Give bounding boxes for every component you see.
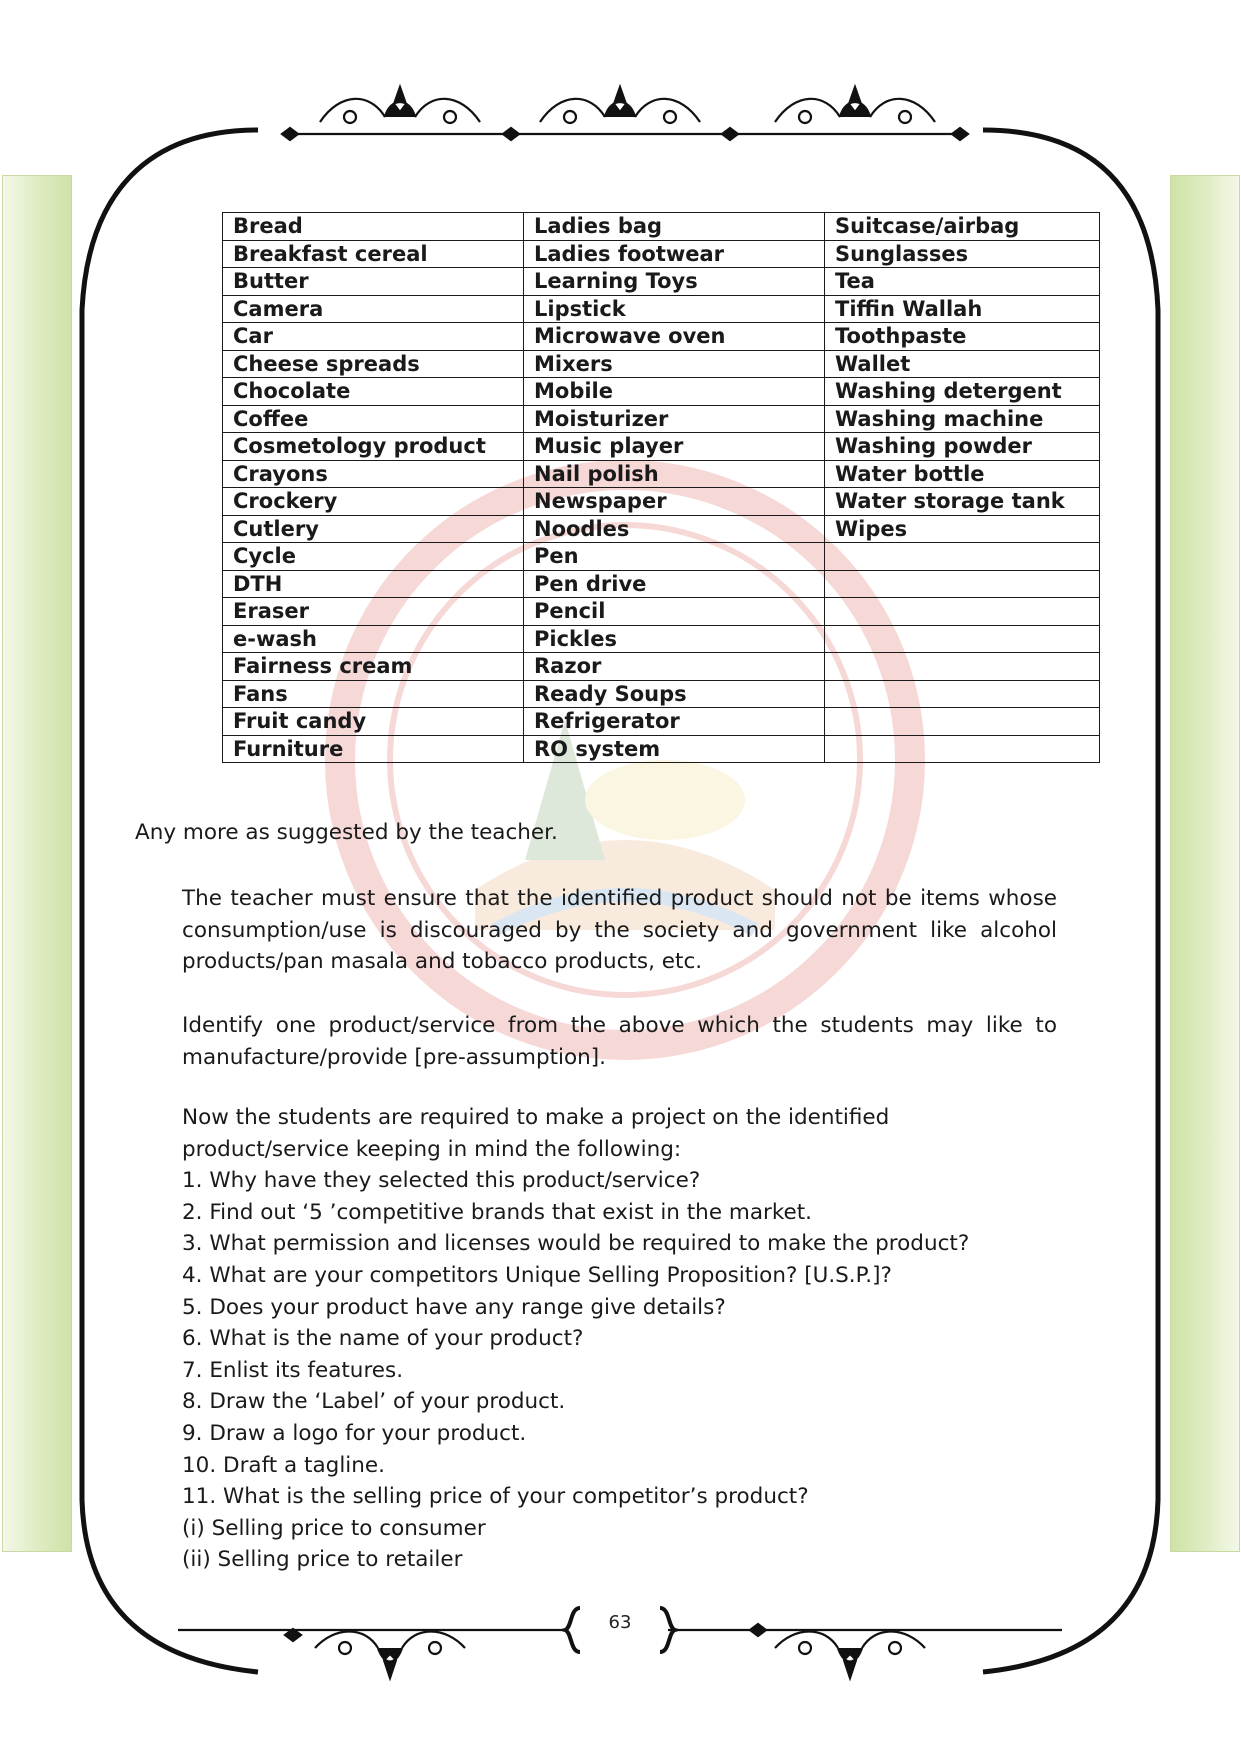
table-cell: Eraser — [223, 598, 524, 626]
table-cell: Ladies footwear — [524, 240, 825, 268]
table-cell — [825, 735, 1100, 763]
list-item: 11. What is the selling price of your competitor’s product? — [182, 1484, 809, 1510]
table-row — [223, 323, 1100, 351]
table-row — [223, 240, 1100, 268]
table-cell: Learning Toys — [524, 268, 825, 296]
table-cell: Washing machine — [825, 405, 1100, 433]
table-cell: Cheese spreads — [223, 350, 524, 378]
table-row — [223, 268, 1100, 296]
table-row — [223, 735, 1100, 763]
table-row — [223, 515, 1100, 543]
table-cell: Car — [223, 323, 524, 351]
list-item: (i) Selling price to consumer — [182, 1515, 486, 1541]
table-cell: Ready Soups — [524, 680, 825, 708]
table-cell: Pen — [524, 543, 825, 571]
table-cell: Tiffin Wallah — [825, 295, 1100, 323]
table-cell: Breakfast cereal — [223, 240, 524, 268]
table-cell: Chocolate — [223, 378, 524, 406]
table-cell: Nail polish — [524, 460, 825, 488]
table-cell — [825, 653, 1100, 681]
table-cell — [825, 570, 1100, 598]
table-cell — [825, 680, 1100, 708]
teacher-guideline-paragraph: The teacher must ensure that the identified product should not be items whose consumption/use is discouraged by the society and government like alcohol products/pan masala and tobacco products, etc. — [182, 886, 1057, 974]
table-cell: e-wash — [223, 625, 524, 653]
table-row — [223, 433, 1100, 461]
table-cell: RO system — [524, 735, 825, 763]
list-item: 8. Draw the ‘Label’ of your product. — [182, 1389, 566, 1415]
table-cell: Noodles — [524, 515, 825, 543]
page-number: 63 — [608, 1612, 632, 1633]
list-item: 6. What is the name of your product? — [182, 1326, 584, 1352]
project-instructions-list — [182, 1102, 1062, 1576]
table-cell: Music player — [524, 433, 825, 461]
table-cell — [825, 543, 1100, 571]
table-cell: Butter — [223, 268, 524, 296]
list-item: 9. Draw a logo for your product. — [182, 1420, 527, 1446]
table-cell: Pencil — [524, 598, 825, 626]
list-item: 3. What permission and licenses would be required to make the product? — [182, 1231, 970, 1257]
table-cell: Wipes — [825, 515, 1100, 543]
table-cell: Furniture — [223, 735, 524, 763]
table-row — [223, 488, 1100, 516]
list-item: 2. Find out ‘5 ’competitive brands that exist in the market. — [182, 1199, 813, 1225]
table-cell: Cosmetology product — [223, 433, 524, 461]
table-cell: Refrigerator — [524, 708, 825, 736]
table-cell: Water bottle — [825, 460, 1100, 488]
top-ornament-icon — [282, 87, 968, 140]
table-cell: Moisturizer — [524, 405, 825, 433]
list-item: 5. Does your product have any range give details? — [182, 1294, 726, 1320]
list-item: 1. Why have they selected this product/service? — [182, 1168, 701, 1194]
table-cell: Crayons — [223, 460, 524, 488]
table-cell — [825, 708, 1100, 736]
list-item: 7. Enlist its features. — [182, 1357, 404, 1383]
table-cell: Washing powder — [825, 433, 1100, 461]
table-cell: Suitcase/airbag — [825, 213, 1100, 241]
table-row — [223, 570, 1100, 598]
table-cell: Mobile — [524, 378, 825, 406]
table-cell: Toothpaste — [825, 323, 1100, 351]
product-list-table — [222, 212, 1100, 763]
list-item: 4. What are your competitors Unique Selling Proposition? [U.S.P.]? — [182, 1262, 892, 1288]
table-cell: Ladies bag — [524, 213, 825, 241]
table-cell: Fans — [223, 680, 524, 708]
table-cell — [825, 625, 1100, 653]
identify-product-paragraph: Identify one product/service from the above which the students may like to manufacture/provide [pre-assumption]. — [182, 1013, 1057, 1070]
table-cell: DTH — [223, 570, 524, 598]
list-item: (ii) Selling price to retailer — [182, 1547, 463, 1573]
table-cell: Lipstick — [524, 295, 825, 323]
table-row — [223, 378, 1100, 406]
table-row — [223, 295, 1100, 323]
table-cell: Coffee — [223, 405, 524, 433]
table-cell: Razor — [524, 653, 825, 681]
table-row — [223, 350, 1100, 378]
list-item: 10. Draft a tagline. — [182, 1452, 385, 1478]
table-cell: Wallet — [825, 350, 1100, 378]
table-cell: Bread — [223, 213, 524, 241]
table-row — [223, 543, 1100, 571]
any-more-note: Any more as suggested by the teacher. — [135, 820, 558, 845]
table-row — [223, 653, 1100, 681]
table-cell: Crockery — [223, 488, 524, 516]
list-intro-line-2: product/service keeping in mind the following: — [182, 1136, 682, 1162]
table-row — [223, 708, 1100, 736]
table-cell: Fruit candy — [223, 708, 524, 736]
table-row — [223, 213, 1100, 241]
table-cell: Camera — [223, 295, 524, 323]
table-cell: Cutlery — [223, 515, 524, 543]
table-row — [223, 405, 1100, 433]
table-row — [223, 625, 1100, 653]
table-row — [223, 680, 1100, 708]
table-cell: Mixers — [524, 350, 825, 378]
table-cell: Cycle — [223, 543, 524, 571]
table-cell: Pen drive — [524, 570, 825, 598]
table-cell: Sunglasses — [825, 240, 1100, 268]
table-cell: Microwave oven — [524, 323, 825, 351]
table-row — [223, 460, 1100, 488]
table-cell: Water storage tank — [825, 488, 1100, 516]
table-row — [223, 598, 1100, 626]
table-cell: Washing detergent — [825, 378, 1100, 406]
table-cell: Fairness cream — [223, 653, 524, 681]
list-intro-line-1: Now the students are required to make a project on the identified — [182, 1105, 890, 1130]
table-cell: Newspaper — [524, 488, 825, 516]
table-cell — [825, 598, 1100, 626]
table-cell: Pickles — [524, 625, 825, 653]
table-cell: Tea — [825, 268, 1100, 296]
